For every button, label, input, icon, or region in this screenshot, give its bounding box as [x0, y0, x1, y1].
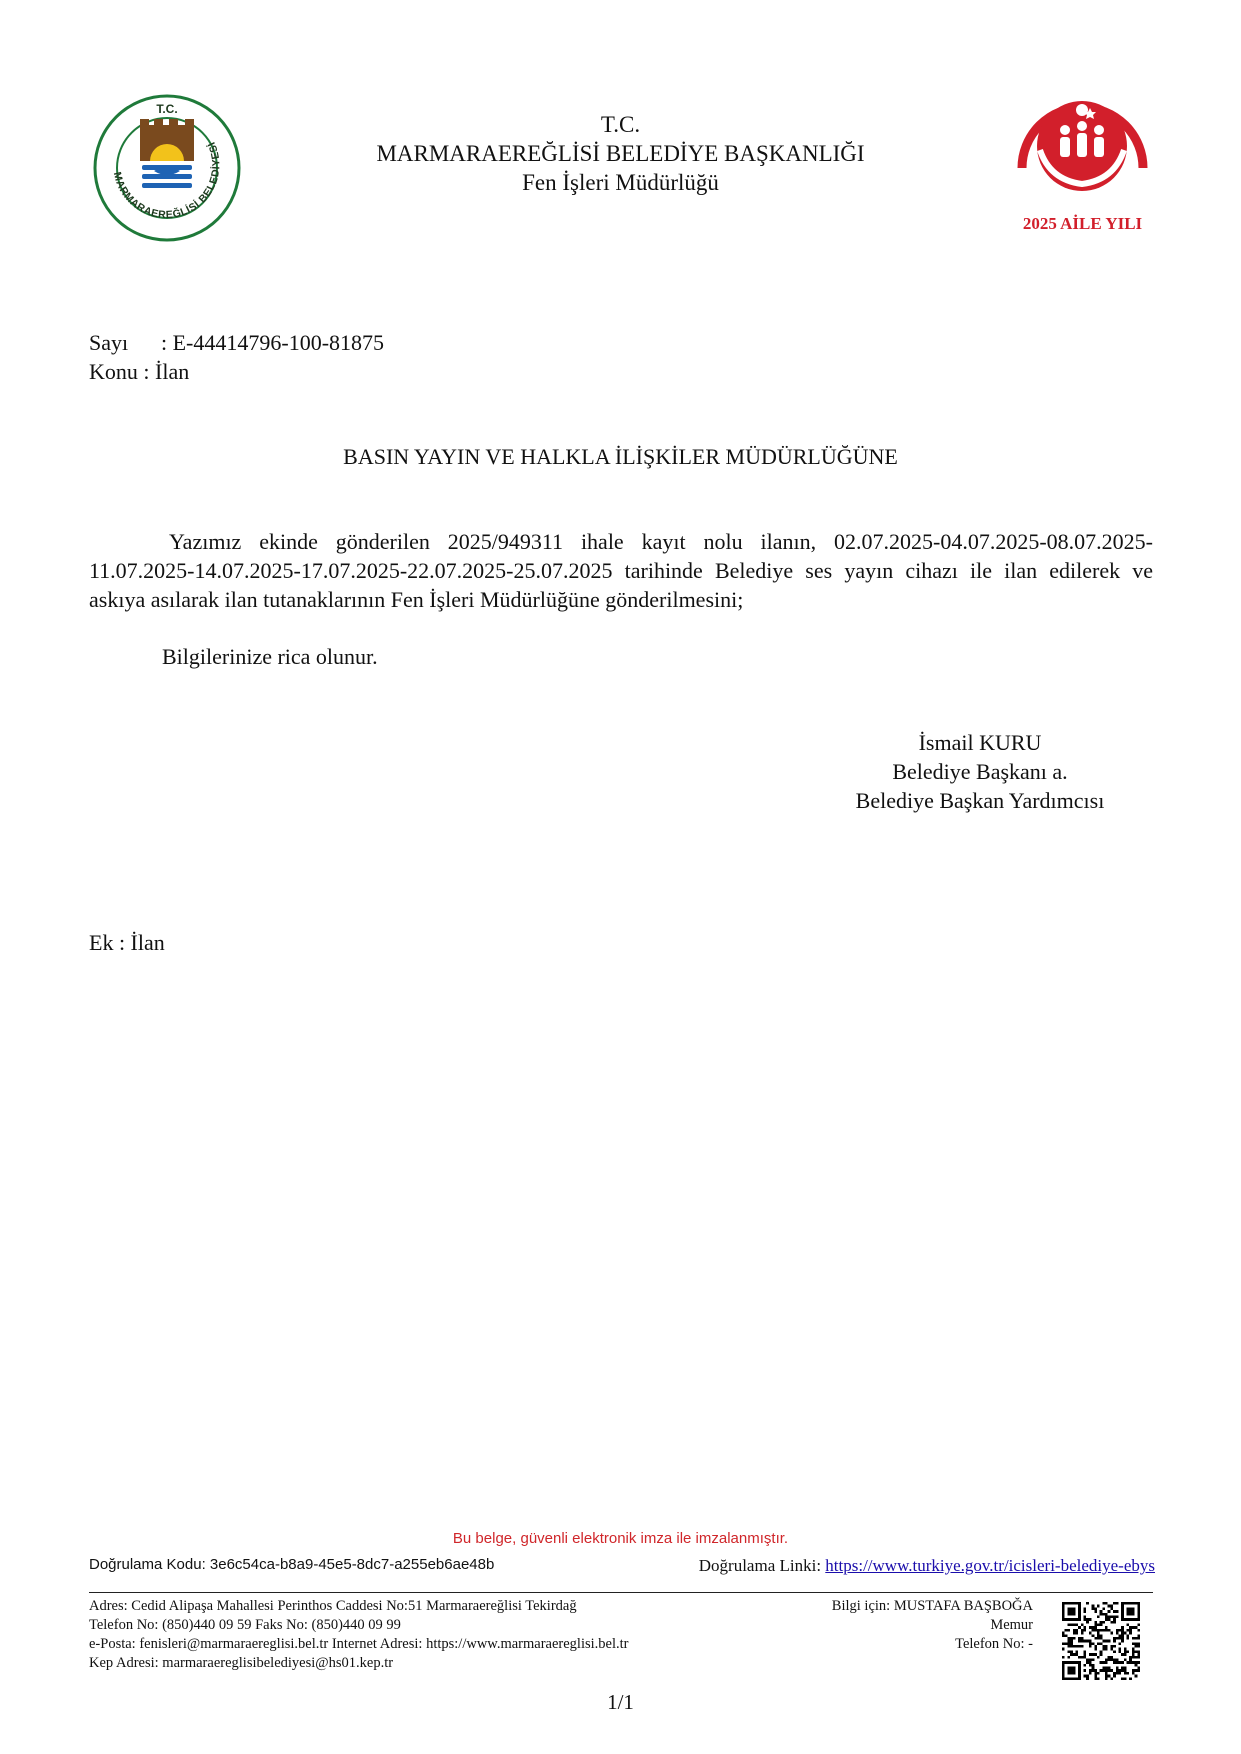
verification-code [89, 1556, 494, 1573]
footer-contact-info [89, 1597, 628, 1673]
verification-code-value: 3e6c54ca-b8a9-45e5-8dc7-a255eb6ae48b [209, 1556, 495, 1573]
footer-info-contact [760, 1597, 1033, 1654]
sayi-value: : E-44414796-100-81875 [161, 330, 385, 355]
footer-kep: Kep Adresi: marmaraereglisibelediyesi@hs01.kep.tr [89, 1655, 394, 1671]
signatory-name: İsmail KURU [918, 730, 1042, 755]
info-contact-name: Bilgi için: MUSTAFA BAŞBOĞA [831, 1598, 1033, 1614]
konu-label: Konu [89, 359, 138, 384]
verification-link-label: Doğrulama Linki: [698, 1556, 822, 1575]
verification-code-label: Doğrulama Kodu: [89, 1556, 206, 1573]
konu-value: : İlan [143, 359, 190, 384]
footer-email: e-Posta: fenisleri@marmaraereglisi.bel.tr Internet Adresi: https://www.marmaraereglisi.bel.tr [89, 1636, 629, 1652]
header-country: T.C. [600, 112, 641, 137]
signatory-title: Belediye Başkanı a. [892, 759, 1068, 784]
verification-link [699, 1556, 1155, 1576]
attachment-note: Ek : İlan [89, 930, 165, 955]
signatory-role: Belediye Başkan Yardımcısı [855, 788, 1105, 813]
seal-top-text: T.C. [156, 102, 178, 116]
family-year-logo [1010, 88, 1155, 248]
header-institution: MARMARAEREĞLİSİ BELEDİYE BAŞKANLIĞI [376, 141, 865, 166]
addressee: BASIN YAYIN VE HALKLA İLİŞKİLER MÜDÜRLÜĞÜNE [343, 444, 898, 469]
seal-ring-text: MARMARAEREĞLİSİ BELEDİYESİ [110, 139, 223, 222]
footer-phone: Telefon No: (850)440 09 59 Faks No: (850)440 09 99 [89, 1617, 401, 1633]
sayi-label: Sayı [89, 330, 129, 355]
info-contact-title: Memur [990, 1617, 1033, 1633]
body-paragraph: Yazımız ekinde gönderilen 2025/949311 ihale kayıt nolu ilanın, 02.07.2025-04.07.2025-08.07.2025-11.07.2025-14.07.2025-17.07.2025-22.07.2025-25.07.2025 tarihinde Belediye ses yayın cihazı ile ilan edilerek ve askıya asılarak ilan tutanaklarının Fen İşleri Müdürlüğüne gönderilmesini; [89, 529, 1153, 612]
family-year-caption: 2025 AİLE YILI [1022, 214, 1143, 233]
qr-code [1062, 1602, 1140, 1680]
footer-address: Adres: Cedid Alipaşa Mahallesi Perinthos Caddesi No:51 Marmaraereğlisi Tekirdağ [89, 1598, 577, 1614]
footer-divider [89, 1592, 1153, 1593]
sayi-row [89, 328, 384, 357]
header-department: Fen İşleri Müdürlüğü [522, 170, 719, 195]
closing-line: Bilgilerinize rica olunur. [162, 644, 378, 669]
konu-row [89, 357, 384, 386]
esign-notice: Bu belge, güvenli elektronik imza ile imzalanmıştır. [452, 1530, 789, 1547]
page-number: 1/1 [607, 1690, 634, 1714]
info-contact-phone: Telefon No: - [955, 1636, 1033, 1652]
verification-link-url[interactable]: https://www.turkiye.gov.tr/icisleri-belediye-ebys [825, 1556, 1155, 1575]
document-meta [89, 328, 384, 386]
signature-block [820, 728, 1140, 815]
